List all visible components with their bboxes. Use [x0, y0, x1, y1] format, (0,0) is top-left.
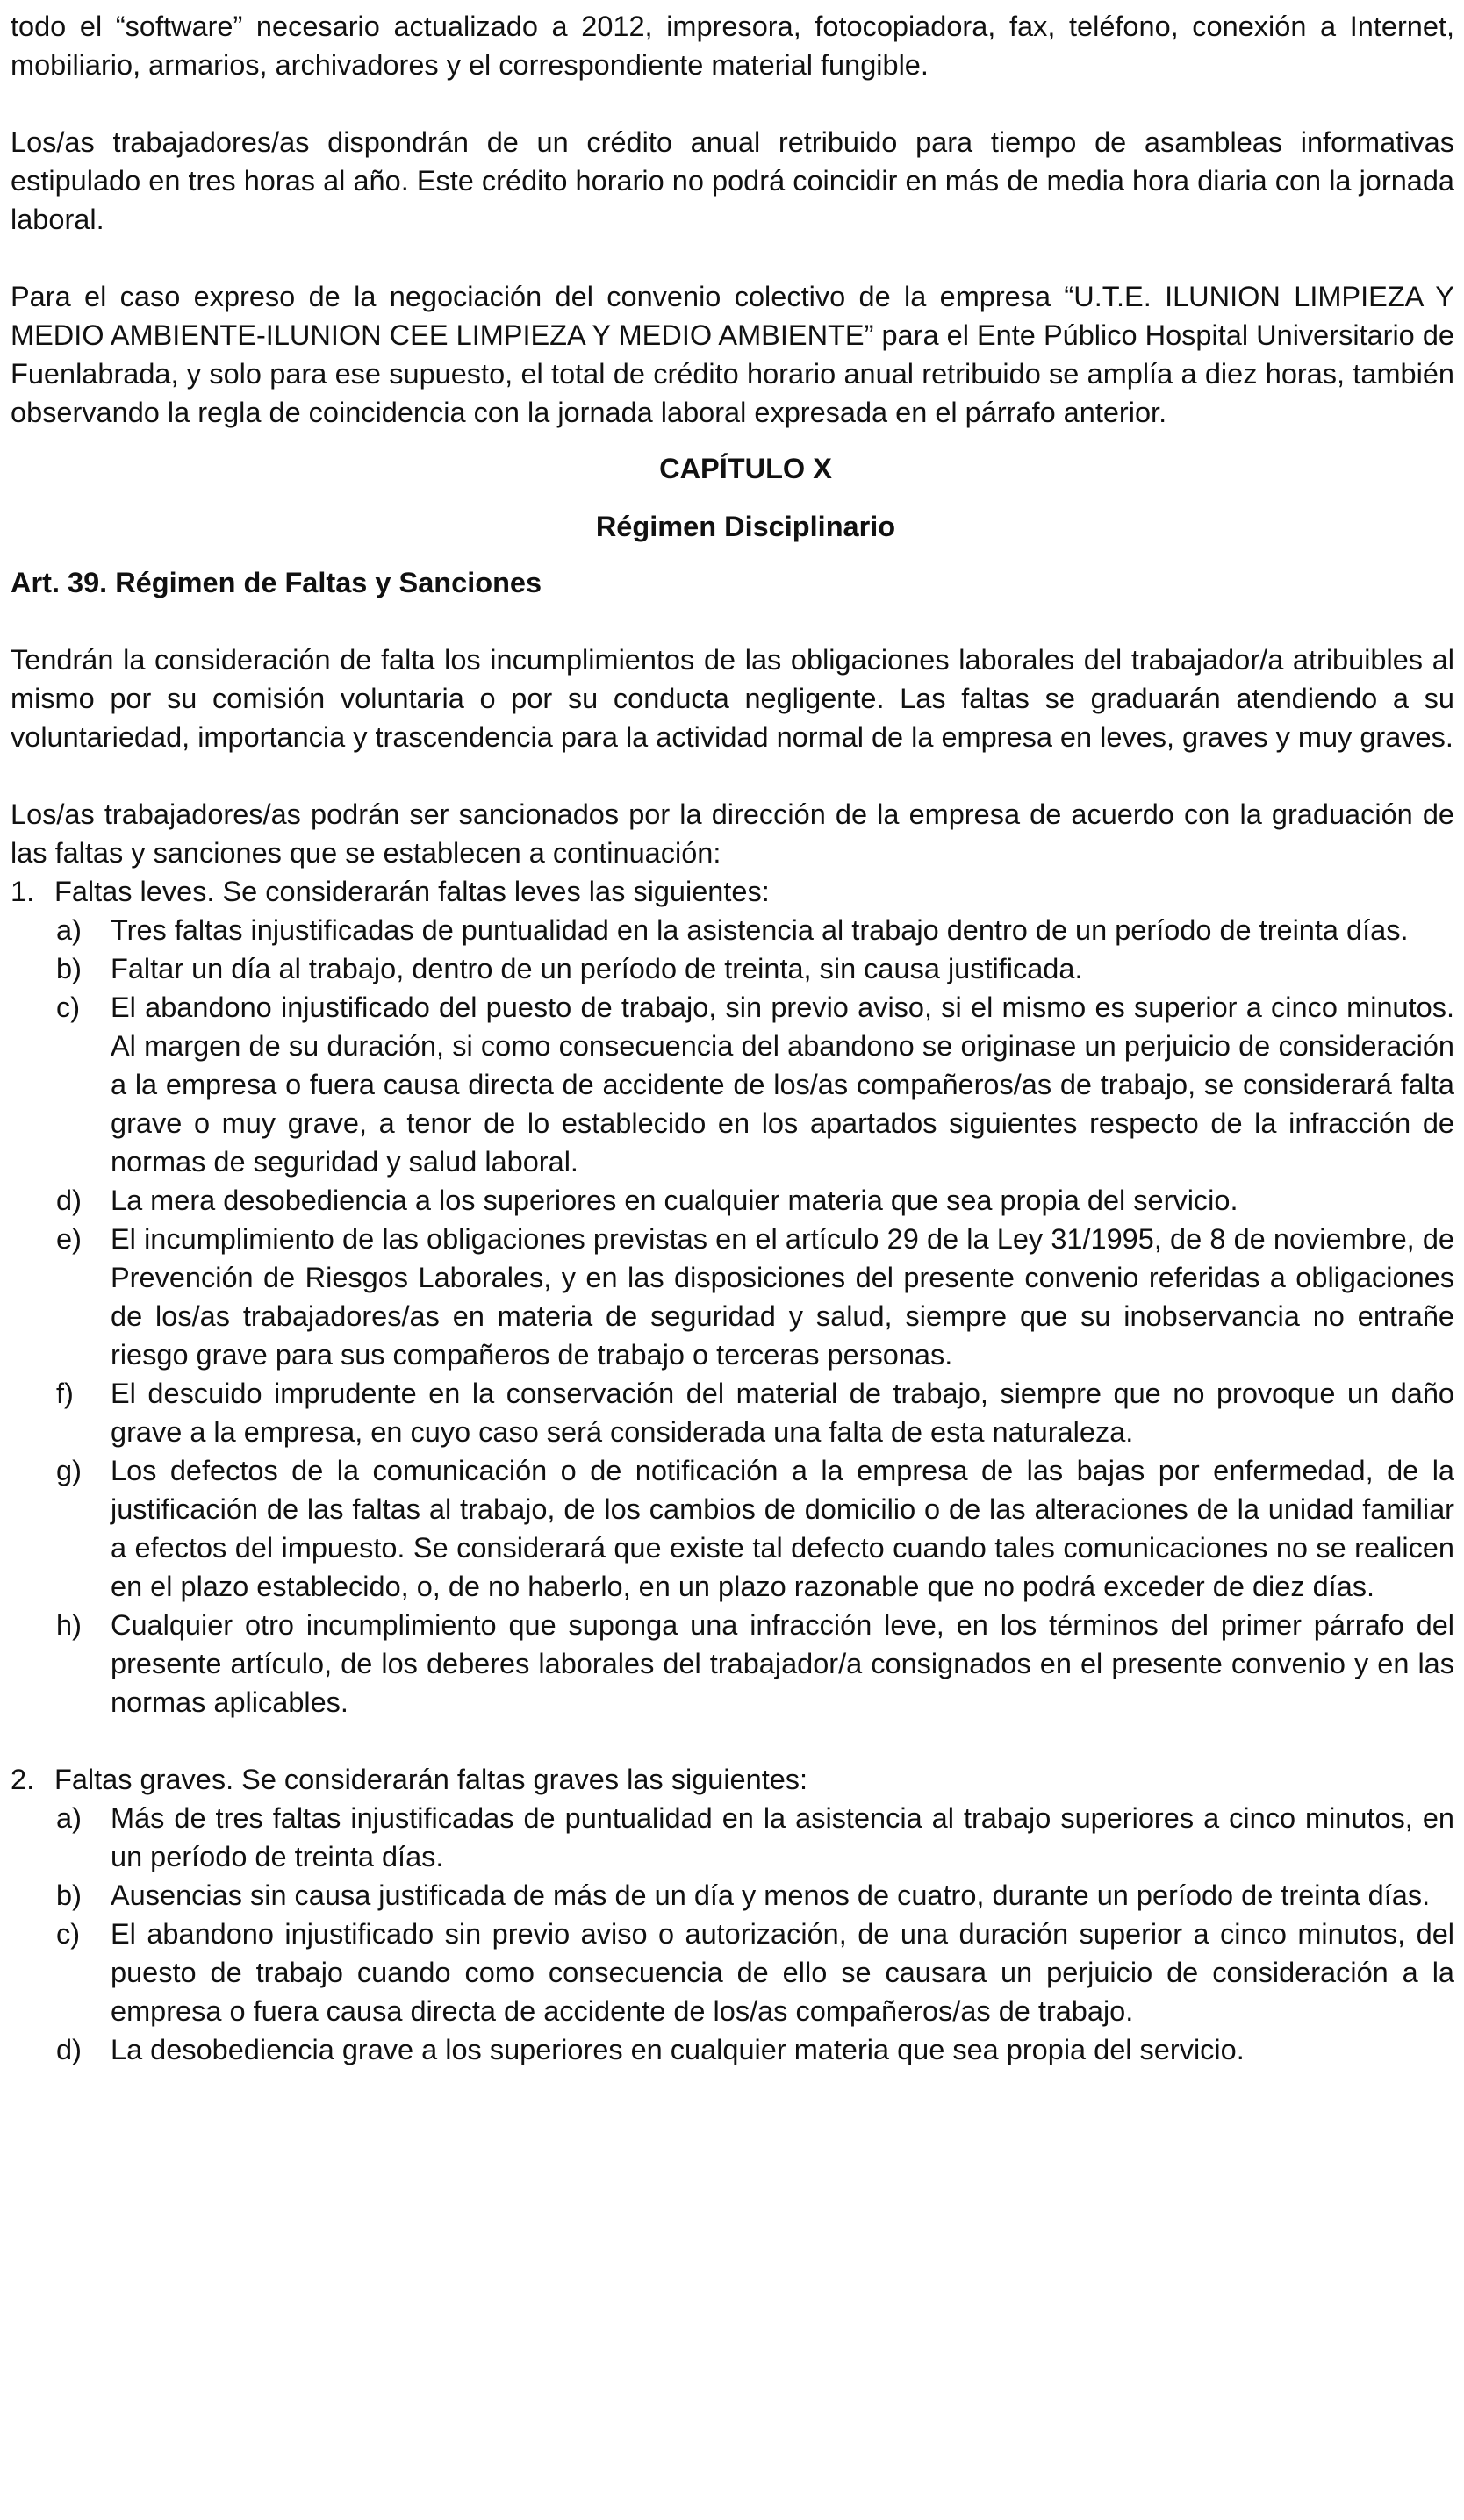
item-text: El incumplimiento de las obligaciones previstas en el artículo 29 de la Ley 31/1995, de 8 de noviembre, de Prevención de Riesgos Laborales, y en las disposiciones del presente convenio referidas a obligaciones de los/as trabajadores/as en materia de seguridad y salud, siempre que su inobservancia no entrañe riesgo grave para sus compañeros de trabajo o terceras personas. — [111, 1223, 1454, 1371]
document-page — [11, 7, 1454, 2069]
faltas-leves-list — [11, 911, 1454, 1722]
item-marker: d) — [56, 1185, 82, 1216]
item-text: La mera desobediencia a los superiores en cualquier materia que sea propia del servicio. — [111, 1185, 1238, 1216]
section-heading-text: Faltas leves. Se considerarán faltas leves las siguientes: — [54, 876, 770, 907]
item-text: El abandono injustificado sin previo aviso o autorización, de una duración superior a cinco minutos, del puesto de trabajo cuando como consecuencia de ello se causara un perjuicio de consideración a la empresa o fuera causa directa de accidente de los/as compañeros/as de trabajo. — [111, 1918, 1454, 2027]
list-item — [56, 1451, 1454, 1606]
item-marker: b) — [56, 953, 82, 984]
list-item — [56, 1220, 1454, 1374]
list-item — [56, 949, 1454, 988]
list-item — [56, 1915, 1454, 2030]
faltas-sections — [11, 872, 1454, 2069]
item-marker: c) — [56, 1918, 81, 1950]
article-paragraph-sanctions: Los/as trabajadores/as podrán ser sancionados por la dirección de la empresa de acuerdo con la graduación de las faltas y sanciones que se establecen a continuación: — [11, 798, 1454, 869]
item-text: El descuido imprudente en la conservación del material de trabajo, siempre que no provoque un daño grave a la empresa, en cuyo caso será considerada una falta de esta naturaleza. — [111, 1378, 1454, 1448]
section-faltas-graves — [11, 1760, 1454, 2069]
item-marker: a) — [56, 914, 82, 946]
paragraph-assembly-credit: Los/as trabajadores/as dispondrán de un crédito anual retribuido para tiempo de asambleas informativas estipulado en tres horas al año. Este crédito horario no podrá coincidir en más de media hora diaria con la jornada laboral. — [11, 126, 1454, 235]
list-item — [56, 911, 1454, 949]
list-item — [56, 988, 1454, 1181]
item-marker: f) — [56, 1378, 74, 1409]
chapter-subtitle: Régimen Disciplinario — [595, 511, 896, 542]
section-marker: 2. — [11, 1764, 35, 1795]
list-item — [56, 1181, 1454, 1220]
section-marker: 1. — [11, 876, 35, 907]
list-item — [56, 1876, 1454, 1915]
item-marker: a) — [56, 1802, 82, 1834]
item-text: El abandono injustificado del puesto de trabajo, sin previo aviso, si el mismo es superior a cinco minutos. Al margen de su duración, si como consecuencia del abandono se originase un perjuicio de consideración a la empresa o fuera causa directa de accidente de los/as compañeros/as de trabajo, se considerará falta grave o muy grave, a tenor de lo establecido en los apartados siguientes respecto de la infracción de normas de seguridad y salud laboral. — [111, 992, 1454, 1178]
item-marker: e) — [56, 1223, 82, 1255]
item-marker: g) — [56, 1455, 82, 1486]
paragraph-ilunion-credit: Para el caso expreso de la negociación del convenio colectivo de la empresa “U.T.E. ILUNION LIMPIEZA Y MEDIO AMBIENTE-ILUNION CEE LIMPIEZA Y MEDIO AMBIENTE” para el Ente Público Hospital Universitario de Fuenlabrada, y solo para ese supuesto, el total de crédito horario anual retribuido se amplía a diez horas, también observando la regla de coincidencia con la jornada laboral expresada en el párrafo anterior. — [11, 281, 1454, 428]
article-paragraph-definition: Tendrán la consideración de falta los incumplimientos de las obligaciones laborales del trabajador/a atribuibles al mismo por su comisión voluntaria o por su conducta negligente. Las faltas se graduarán atendiendo a su voluntariedad, importancia y trascendencia para la actividad normal de la empresa en leves, graves y muy graves. — [11, 644, 1454, 753]
section-heading — [11, 872, 1454, 911]
item-text: Los defectos de la comunicación o de notificación a la empresa de las bajas por enfermedad, de la justificación de las faltas al trabajo, de los cambios de domicilio o de las alteraciones de la unidad familiar a efectos del impuesto. Se considerará que existe tal defecto cuando tales comunicaciones no se realicen en el plazo establecido, o, de no haberlo, en un plazo razonable que no podrá exceder de diez días. — [111, 1455, 1454, 1602]
item-text: Tres faltas injustificadas de puntualidad en la asistencia al trabajo dentro de un período de treinta días. — [111, 914, 1409, 946]
list-item — [56, 1374, 1454, 1451]
paragraph-software: todo el “software” necesario actualizado a 2012, impresora, fotocopiadora, fax, teléfono, conexión a Internet, mobiliario, armarios, archivadores y el correspondiente material fungible. — [11, 11, 1454, 81]
item-text: Ausencias sin causa justificada de más de un día y menos de cuatro, durante un período de treinta días. — [111, 1879, 1431, 1911]
item-text: Más de tres faltas injustificadas de puntualidad en la asistencia al trabajo superiores a cinco minutos, en un período de treinta días. — [111, 1802, 1454, 1872]
faltas-graves-list — [11, 1799, 1454, 2069]
item-text: Cualquier otro incumplimiento que suponga una infracción leve, en los términos del primer párrafo del presente artículo, de los deberes laborales del trabajador/a consignados en el presente convenio y en las normas aplicables. — [111, 1609, 1454, 1718]
item-marker: c) — [56, 992, 81, 1023]
list-item — [56, 1799, 1454, 1876]
section-heading — [11, 1760, 1454, 1799]
item-text: La desobediencia grave a los superiores en cualquier materia que sea propia del servicio. — [111, 2034, 1245, 2065]
item-marker: h) — [56, 1609, 82, 1641]
item-text: Faltar un día al trabajo, dentro de un período de treinta, sin causa justificada. — [111, 953, 1083, 984]
item-marker: d) — [56, 2034, 82, 2065]
item-marker: b) — [56, 1879, 82, 1911]
list-item — [56, 2030, 1454, 2069]
chapter-title: CAPÍTULO X — [659, 453, 832, 484]
section-faltas-leves — [11, 872, 1454, 1722]
section-heading-text: Faltas graves. Se considerarán faltas graves las siguientes: — [54, 1764, 808, 1795]
article-title: Art. 39. Régimen de Faltas y Sanciones — [11, 567, 542, 598]
list-item — [56, 1606, 1454, 1722]
